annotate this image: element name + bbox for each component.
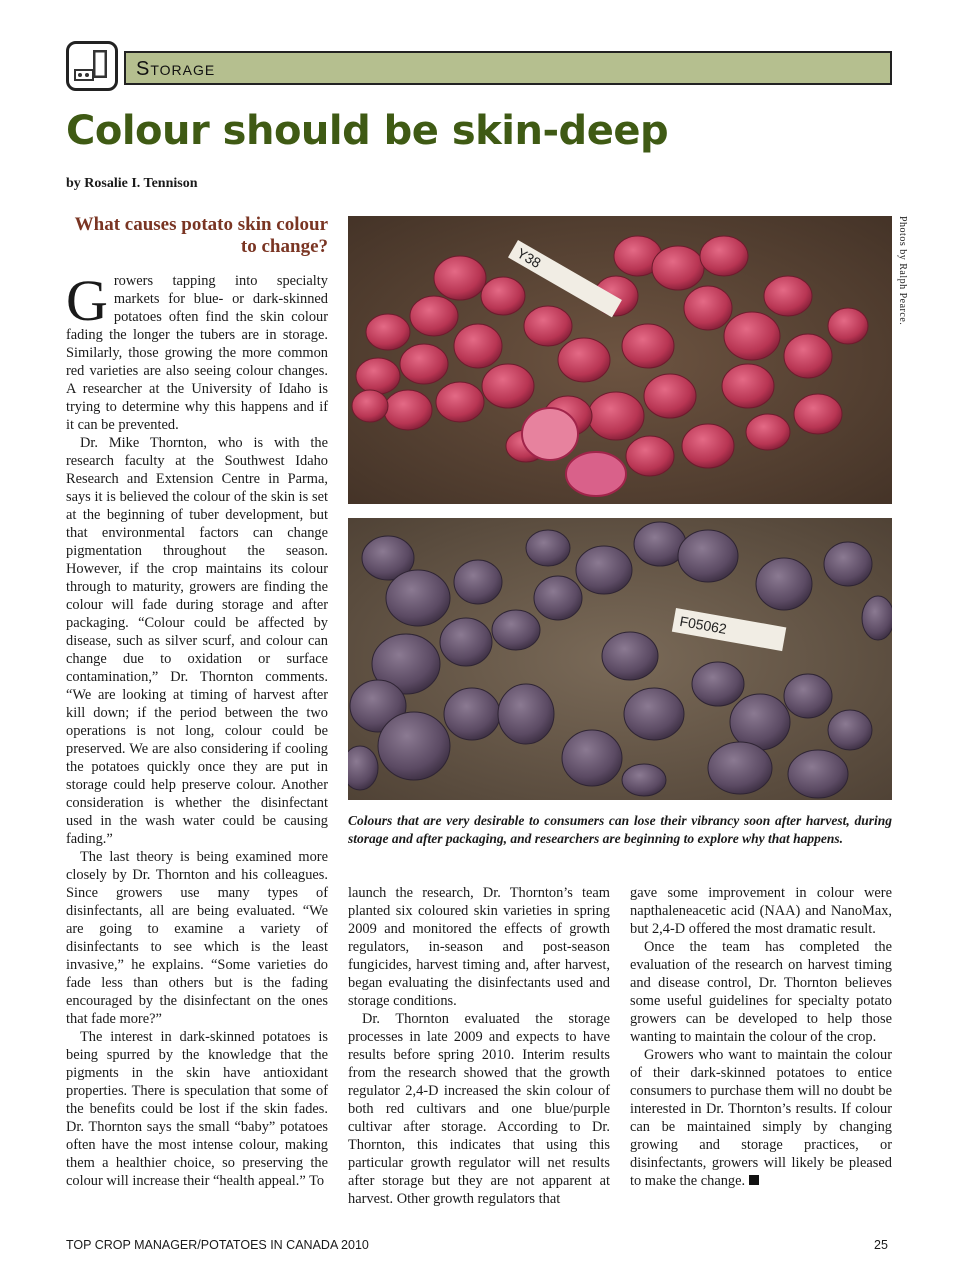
paragraph: Once the team has completed the evaluation of the research on harvest timing and disease control, Dr. Thornton believes some useful guidelines for specialty potato growers can be developed to help those wanting to maintain the colour of the crop.	[630, 939, 892, 1045]
section-label: Storage	[136, 58, 216, 80]
paragraph: The last theory is being examined more closely by Dr. Thornton and his colleagues. Since growers use many types of disinfectants, all are being evaluated. “We are going to examine a variety of disinfectants to see which is the least invasive,” he explains. “Some varieties do fade less than others but is the fading encouraged by the disinfectant on the ones that fade more?”	[66, 849, 328, 1027]
section-header	[66, 41, 892, 91]
red-potatoes-photo	[348, 216, 892, 504]
page-number: 25	[874, 1238, 888, 1252]
paragraph	[66, 268, 328, 434]
section-label-box	[124, 51, 892, 85]
body-column-1	[66, 268, 328, 1190]
paragraph: gave some improvement in colour were napthaleneacetic acid (NAA) and NanoMax, but 2,4-D offered the most dramatic result.	[630, 885, 892, 937]
photo-caption: Colours that are very desirable to consumers can lose their vibrancy soon after harvest, during storage and after packaging, and researchers are beginning to explore why that happens.	[348, 813, 892, 846]
stake-label-y38: Y38	[514, 244, 544, 272]
article-deck: What causes potato skin colour to change?	[74, 214, 328, 257]
storage-bin-icon	[66, 41, 118, 91]
photo-credit: Photos by Ralph Pearce.	[897, 216, 908, 326]
drop-cap: G	[66, 268, 108, 333]
end-mark-icon	[749, 1175, 759, 1185]
paragraph-text: rowers tapping into specialty markets for blue- or dark-skinned potatoes often find the skin colour fading the longer the tubers are in storage. Similarly, those growing the more common red varieties are also seeing colour changes. A researcher at the University of Idaho is trying to determine why this happens and if it can be prevented.	[66, 273, 328, 433]
paragraph: Dr. Thornton evaluated the storage processes in late 2009 and expects to have results before spring 2010. Interim results from the research showed that the growth regulator 2,4-D increased the skin colour of both red cultivars and one blue/purple cultivar after storage. According to Dr. Thornton, this indicates that using this particular growth regulator will net results after storage but they are not apparent at harvest. Other growth regulators that	[348, 1011, 610, 1207]
body-column-3	[630, 884, 892, 1190]
footer-publication: TOP CROP MANAGER/POTATOES IN CANADA 2010	[66, 1238, 369, 1252]
paragraph	[630, 1046, 892, 1190]
article-headline: Colour should be skin-deep	[66, 108, 669, 154]
byline: by Rosalie I. Tennison	[66, 176, 198, 191]
body-column-2	[348, 884, 610, 1208]
paragraph: Dr. Mike Thornton, who is with the research faculty at the Southwest Idaho Research and Extension Centre in Parma, says it is believed the colour of the skin is set at the beginning of tuber development, but that environmental factors can change pigmentation throughout the season. However, if the crop maintains its colour through to maturity, growers are finding the colour will fade during storage and after packaging. “Colour could be affected by disease, such as silver scurf, and colour can change due to oxidation or surface contamination,” Dr. Thornton comments. “We are looking at timing of harvest after kill down; if the period between the two operations is not long, colour could be preserved. We are also considering if cooling the potatoes quickly once they are put in storage could help preserve colour. Another consideration is whether the disinfectant used in the wash water could be causing fading.”	[66, 435, 328, 847]
paragraph-text: Growers who want to maintain the colour of their dark-skinned potatoes to entice consumers to purchase them will no doubt be interested in Dr. Thornton’s results. If colour can be maintained simply by changing growing and storage practices, or disinfectants, growers will likely be pleased to make the change.	[630, 1047, 892, 1189]
paragraph: The interest in dark-skinned potatoes is being spurred by the knowledge that the pigments in the skin have antioxidant properties. There is speculation that some of the benefits could be lost if the skin fades. Dr. Thornton says the small “baby” potatoes often have the most intense colour, making them a healthier choice, so preserving the colour will increase their “health appeal.” To	[66, 1029, 328, 1189]
purple-potatoes-photo	[348, 518, 892, 800]
paragraph: launch the research, Dr. Thornton’s team planted six coloured skin varieties in spring 2009 and monitored the effects of growth regulators, in-season and post-season fungicides, harvest timing and, after harvest, began evaluating the disinfectants used and storage conditions.	[348, 885, 610, 1009]
stake-label-f05062: F05062	[678, 612, 728, 637]
